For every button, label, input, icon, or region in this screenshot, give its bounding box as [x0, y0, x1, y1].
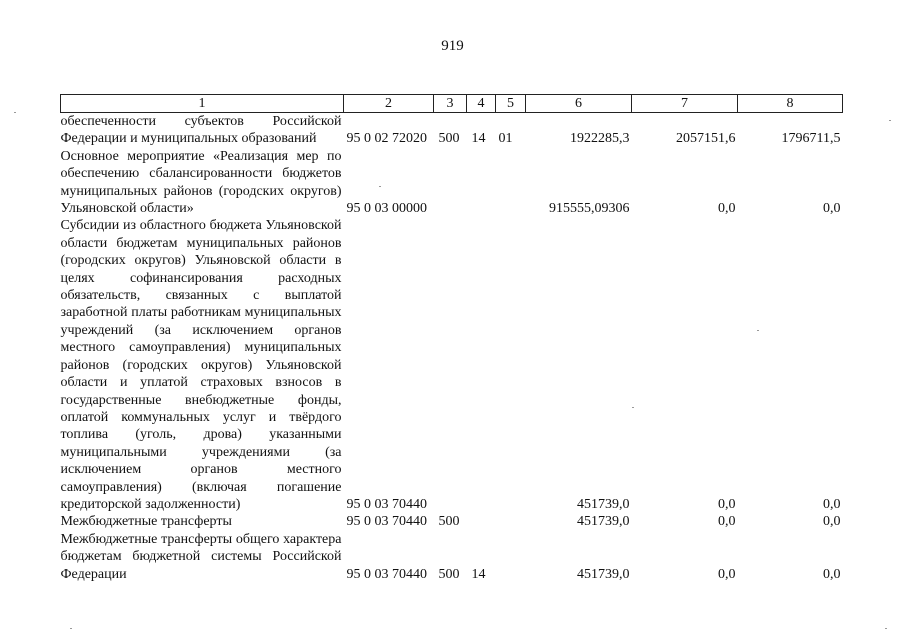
row-subsection — [496, 217, 526, 513]
column-header: 3 — [434, 95, 467, 113]
scan-speck — [885, 628, 887, 629]
row-target-code: 95 0 03 00000 — [346, 201, 427, 217]
row-name: Межбюджетные трансферты — [60, 514, 232, 530]
row-value-col7: 0,0 — [718, 201, 736, 217]
row-subsection — [496, 531, 526, 583]
scan-speck — [70, 628, 72, 629]
row-name: Субсидии из областного бюджета Ульяновской области бюджетам муниципальных районов (городских округов) Ульяновской области в целях софинансирования расходных обязательств, связанных с выплатой заработной платы работникам муниципальных учреждений (за исключением органов местного самоуправления) муниципальных районов (городских округов) Ульяновской области и уплатой страховых взносов в государственные внебюджетные фонды, оплатой коммунальных услуг и твёрдого топлива (уголь, дрова) указанными муниципальными учреждениями (за исключением органов местного самоуправления) (включая погашение кредиторской задолженности) — [60, 218, 342, 512]
row-value-col8: 0,0 — [823, 496, 841, 512]
row-target-code: 95 0 03 70440 — [346, 566, 427, 582]
column-header: 6 — [526, 95, 632, 113]
table-row — [61, 513, 843, 530]
row-subsection: 01 — [498, 131, 513, 147]
column-header: 1 — [61, 95, 344, 113]
table-row — [61, 531, 843, 583]
row-name: Межбюджетные трансферты общего характера бюджетам бюджетной системы Российской Федерации — [60, 531, 342, 582]
budget-table — [60, 94, 843, 583]
row-target-code: 95 0 03 70440 — [346, 496, 427, 512]
scan-speck — [14, 112, 16, 113]
table-header-row — [61, 95, 843, 113]
row-value-col8: 0,0 — [823, 566, 841, 582]
table-row — [61, 148, 843, 218]
column-header: 7 — [632, 95, 738, 113]
row-value-col6: 451739,0 — [577, 514, 630, 530]
row-expense-type: 500 — [438, 566, 460, 582]
table-row — [61, 217, 843, 513]
row-expense-type: 500 — [438, 131, 460, 147]
row-value-col6: 915555,09306 — [549, 201, 630, 217]
table-row — [61, 113, 843, 148]
scan-speck — [632, 407, 634, 408]
row-section — [467, 513, 496, 530]
column-header: 8 — [738, 95, 843, 113]
row-name: обеспеченности субъектов Российской Федерации и муниципальных образований — [60, 114, 342, 147]
row-section: 14 — [471, 566, 486, 582]
row-section — [467, 148, 496, 218]
row-value-col8: 0,0 — [823, 514, 841, 530]
row-section: 14 — [471, 131, 486, 147]
scan-speck — [889, 120, 891, 121]
scan-speck — [379, 186, 381, 187]
column-header: 4 — [467, 95, 496, 113]
row-expense-type: 500 — [438, 514, 460, 530]
row-name: Основное мероприятие «Реализация мер по обеспечению сбалансированности бюджетов муниципальных районов (городских округов) Ульяновской области» — [60, 148, 342, 217]
row-value-col6: 451739,0 — [577, 496, 630, 512]
row-subsection — [496, 148, 526, 218]
row-value-col7: 0,0 — [718, 514, 736, 530]
row-value-col7: 0,0 — [718, 566, 736, 582]
row-expense-type — [434, 217, 467, 513]
row-value-col8: 1796711,5 — [781, 131, 841, 147]
column-header: 2 — [344, 95, 434, 113]
row-expense-type — [434, 148, 467, 218]
row-target-code: 95 0 02 72020 — [346, 131, 427, 147]
row-section — [467, 217, 496, 513]
row-subsection — [496, 513, 526, 530]
row-target-code: 95 0 03 70440 — [346, 514, 427, 530]
row-value-col7: 2057151,6 — [676, 131, 736, 147]
row-value-col6: 451739,0 — [577, 566, 630, 582]
column-header: 5 — [496, 95, 526, 113]
page-number: 919 — [441, 38, 464, 54]
row-value-col7: 0,0 — [718, 496, 736, 512]
scan-speck — [757, 330, 759, 331]
row-value-col6: 1922285,3 — [570, 131, 630, 147]
row-value-col8: 0,0 — [823, 201, 841, 217]
